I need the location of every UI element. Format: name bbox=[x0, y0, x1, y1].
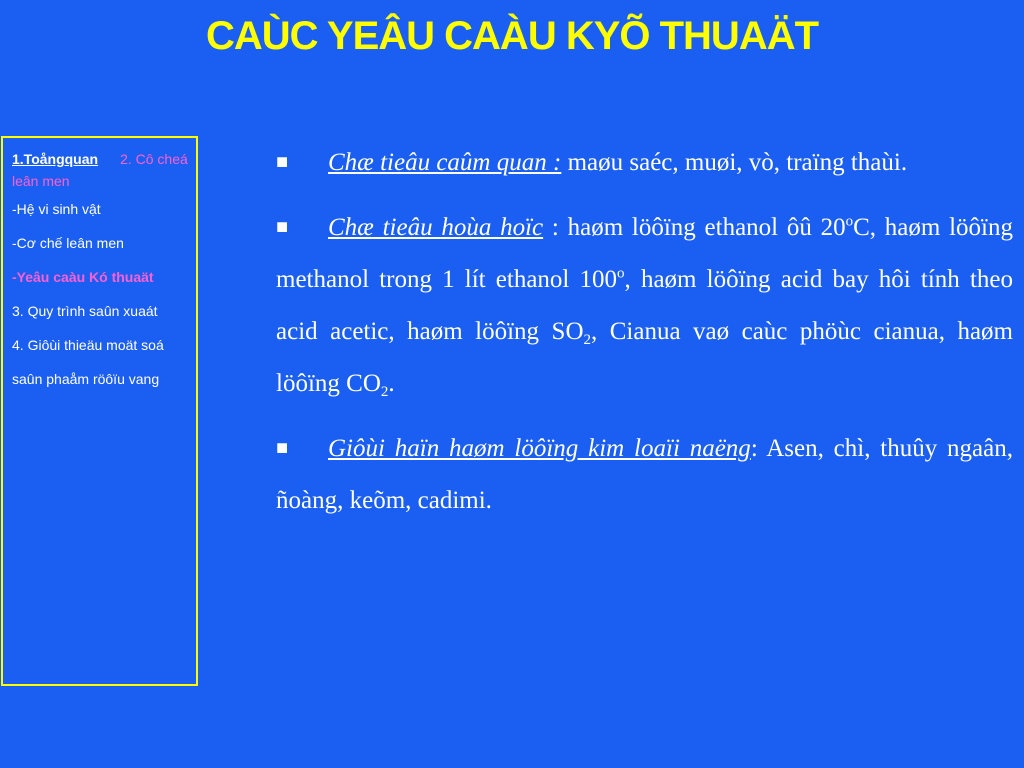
heavy-metals-text: : Asen, chì, thuûy ngaân, ñoàng, keõm, cadimi. bbox=[276, 435, 1013, 514]
chemical-text-e: . bbox=[388, 370, 395, 397]
sensory-text: maøu saéc, muøi, vò, traïng thaùi. bbox=[561, 149, 908, 176]
heavy-metals-label: Giôùi haïn haøm löôïng kim loaïi naëng bbox=[328, 435, 751, 462]
nav-item-mechanism[interactable]: -Cơ chế leân men bbox=[12, 235, 124, 251]
chemical-text-b: C, haøm löôïng methanol trong 1 lít ethanol 100 bbox=[276, 214, 1013, 293]
chemical-label: Chæ tieâu hoùa hoïc bbox=[328, 214, 544, 241]
square-bullet-icon: ■ bbox=[276, 216, 289, 238]
nav-item-requirements[interactable]: -Yeâu caàu Kó thuaät bbox=[12, 269, 154, 285]
navigation-panel bbox=[1, 136, 198, 686]
bullet-sensory bbox=[276, 136, 1013, 189]
content-area bbox=[276, 136, 1013, 539]
chemical-text-c: , haøm löôïng acid bay hôi tính theo acid acetic, haøm löôïng SO bbox=[276, 266, 1013, 345]
chemical-text-a: : haøm löôïng ethanol ôû 20 bbox=[543, 214, 846, 241]
square-bullet-icon: ■ bbox=[276, 437, 289, 459]
nav-item-process[interactable]: 3. Quy trình saûn xuaát bbox=[12, 303, 158, 319]
nav-item-microbes[interactable]: -Hệ vi sinh vật bbox=[12, 201, 101, 217]
chemical-text-d: , Cianua vaø caùc phöùc cianua, haøm löôïng CO bbox=[276, 318, 1013, 397]
nav-item-products[interactable]: 4. Giôùi thieäu moät soá saûn phaåm röôïu vang bbox=[12, 337, 164, 387]
nav-row-1 bbox=[12, 148, 188, 192]
nav-item-fermentation[interactable]: 2. Cô cheá leân men bbox=[12, 151, 188, 189]
bullet-heavy-metals bbox=[276, 422, 1013, 527]
bullet-chemical bbox=[276, 201, 1013, 410]
nav-item-overview[interactable]: 1.Toångquan bbox=[12, 151, 99, 167]
subscript: 2 bbox=[380, 384, 389, 400]
square-bullet-icon: ■ bbox=[276, 151, 289, 173]
sensory-label: Chæ tieâu caûm quan : bbox=[328, 149, 562, 176]
slide-title: CAÙC YEÂU CAÀU KYÕ THUAÄT bbox=[205, 14, 819, 58]
degree-mark: o bbox=[845, 213, 854, 230]
subscript: 2 bbox=[583, 332, 591, 348]
degree-mark: o bbox=[617, 265, 625, 282]
